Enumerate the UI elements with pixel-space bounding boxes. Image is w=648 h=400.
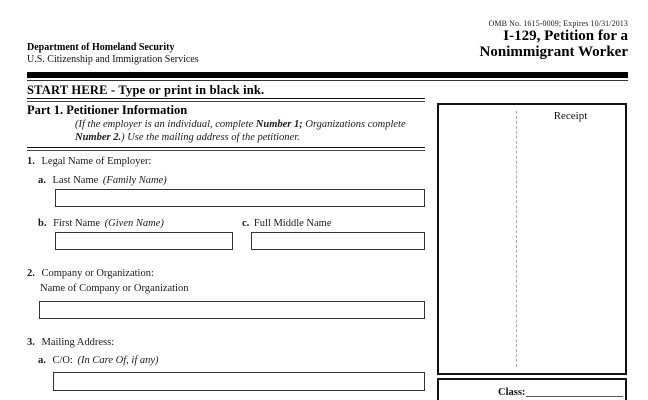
first-name-label [38, 218, 164, 229]
start-here-underline [27, 98, 425, 102]
class-box [437, 378, 627, 400]
form-title-line1: I-129, Petition for a [503, 28, 628, 44]
header-thick-bar [27, 72, 628, 78]
last-name-hint: (Family Name) [102, 175, 167, 186]
part1-heading: Part 1. Petitioner Information [27, 103, 188, 117]
receipt-label: Receipt [553, 110, 588, 122]
class-underline [526, 380, 623, 397]
care-of-input[interactable] [53, 372, 425, 391]
first-name-hint: (Given Name) [104, 218, 164, 229]
care-of-text: C/O: [52, 355, 73, 366]
form-title [480, 28, 628, 60]
agency-name-line2: U.S. Citizenship and Immigration Services [27, 54, 199, 65]
first-name-number: b. [38, 218, 47, 229]
legal-name-number: 1. [27, 156, 35, 167]
middle-name-text: Full Middle Name [253, 218, 332, 229]
company-number: 2. [27, 268, 35, 279]
mailing-address-label [27, 337, 114, 348]
middle-name-input[interactable] [251, 232, 425, 250]
middle-name-label [242, 218, 332, 229]
care-of-number: a. [38, 355, 46, 366]
middle-name-number: c. [242, 218, 250, 229]
instr-seg1: (If the employer is an individual, complete [75, 119, 254, 130]
form-title-line2: Nonimmigrant Worker [479, 44, 628, 60]
company-label [27, 268, 154, 279]
part1-instructions-line2 [75, 132, 300, 143]
mailing-address-text: Mailing Address: [41, 337, 115, 348]
agency-name-line1: Department of Homeland Security [27, 42, 175, 53]
instr-seg4: Number 2. [75, 132, 122, 143]
receipt-dashed-divider [516, 111, 517, 367]
company-name-label: Name of Company or Organization [40, 283, 189, 294]
header-thin-rule [27, 80, 628, 81]
part1-heading-underline [27, 147, 425, 151]
mailing-address-number: 3. [27, 337, 35, 348]
legal-name-text: Legal Name of Employer: [41, 156, 152, 167]
receipt-box [437, 103, 627, 375]
last-name-text: Last Name [52, 175, 99, 186]
instr-seg5: ) Use the mailing address of the petitioner. [121, 132, 300, 143]
legal-name-label [27, 156, 151, 167]
last-name-label [38, 175, 167, 186]
part1-instructions-line1 [75, 119, 406, 130]
instr-seg3: Organizations complete [305, 119, 406, 130]
last-name-input[interactable] [55, 189, 425, 207]
care-of-hint: (In Care Of, if any) [77, 355, 159, 366]
first-name-input[interactable] [55, 232, 233, 250]
class-label: Class: [498, 387, 526, 398]
company-text: Company or Organization: [41, 268, 154, 279]
instr-seg2: Number 1; [255, 119, 303, 130]
omb-number: OMB No. 1615-0009; Expires 10/31/2013 [488, 19, 628, 28]
first-name-text: First Name [53, 218, 101, 229]
start-here-banner: START HERE - Type or print in black ink. [27, 83, 265, 97]
company-name-input[interactable] [39, 301, 425, 319]
care-of-label [38, 355, 159, 366]
last-name-number: a. [38, 175, 46, 186]
